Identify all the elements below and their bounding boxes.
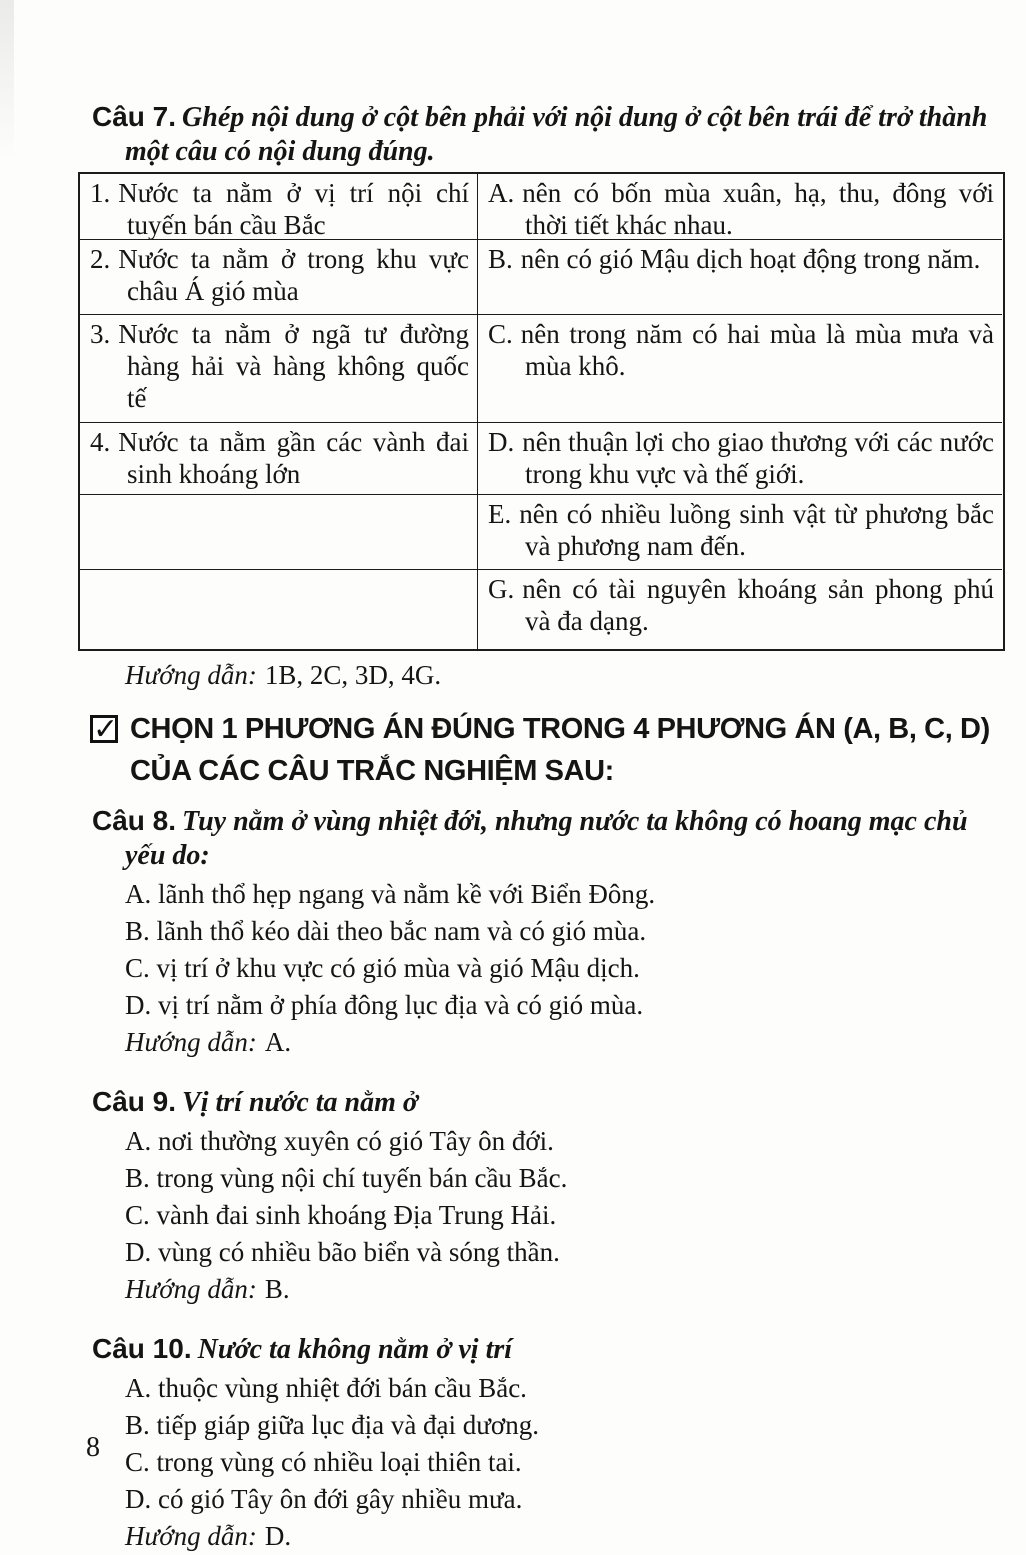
table-cell-left-empty-1 [80,494,478,569]
item-letter: B. [488,244,513,274]
guide-value: B. [264,1274,290,1304]
table-cell-right-g [478,569,1002,649]
section-heading-text: CHỌN 1 PHƯƠNG ÁN ĐÚNG TRONG 4 PHƯƠNG ÁN (A, B, C, D) CỦA CÁC CÂU TRẮC NGHIỆM SAU: [130,713,990,787]
item-letter: G. [488,574,515,604]
item-number: 2. [90,244,111,274]
check-mark-glyph: ✓ [93,712,118,747]
option-a: A. lãnh thổ hẹp ngang và nằm kề với Biển Đông. [125,879,656,909]
option-c: C. vị trí ở khu vực có gió mùa và gió Mậu dịch. [125,953,640,983]
table-cell-right-a [478,174,1002,239]
question-8-block [0,804,1026,1061]
item-text: Nước ta nằm ở trong khu vực châu Á gió mùa [118,244,469,306]
question-8-text: Tuy nằm ở vùng nhiệt đới, nhưng nước ta không có hoang mạc chủ yếu do: [125,806,968,871]
guide-label: Hướng dẫn: [125,1274,257,1304]
question-8-label: Câu 8. [92,805,177,836]
item-text: nên có nhiều luồng sinh vật từ phương bắc và phương nam đến. [519,499,994,561]
item-number: 4. [90,427,111,457]
question-8-title [92,804,1006,873]
item-text: nên có gió Mậu dịch hoạt động trong năm. [520,244,981,274]
option-b: B. lãnh thổ kéo dài theo bắc nam và có gió mùa. [125,916,647,946]
item-number: 1. [90,178,111,208]
table-cell-right-d [478,422,1002,494]
item-number [90,499,98,529]
option-c: C. vành đai sinh khoáng Địa Trung Hải. [125,1200,557,1230]
item-text: nên có bốn mùa xuân, hạ, thu, đông với thời tiết khác nhau. [522,178,994,239]
guide-label: Hướng dẫn: [125,1521,257,1551]
question-10-text: Nước ta không nằm ở vị trí [197,1334,513,1365]
option-b: B. tiếp giáp giữa lục địa và đại dương. [125,1410,539,1440]
question-10-answer-guide [125,1518,1026,1555]
guide-value: D. [264,1521,292,1551]
question-9-block [0,1085,1026,1308]
table-cell-left-3 [80,314,478,422]
table-cell-left-2 [80,239,478,314]
option-a: A. thuộc vùng nhiệt đới bán cầu Bắc. [125,1373,527,1403]
option-d: D. vùng có nhiều bão biển và sóng thần. [125,1237,560,1267]
item-text: Nước ta nằm gần các vành đai sinh khoáng lớn [118,427,469,489]
item-text: Nước ta nằm ở ngã tư đường hàng hải và hàng không quốc tế [118,319,469,413]
question-7-label: Câu 7. [92,101,177,132]
matching-table [78,172,1005,651]
table-cell-left-4 [80,422,478,494]
option-b: B. trong vùng nội chí tuyến bán cầu Bắc. [125,1163,568,1193]
checked-checkbox-icon [90,712,118,747]
option-d: D. vị trí nằm ở phía đông lục địa và có gió mùa. [125,990,644,1020]
question-7-title [92,100,1006,169]
page-number: 8 [86,1432,100,1463]
option-c: C. trong vùng có nhiều loại thiên tai. [125,1447,522,1477]
table-cell-right-b [478,239,1002,314]
guide-label: Hướng dẫn: [125,660,257,690]
item-text: nên thuận lợi cho giao thương với các nước trong khu vực và thế giới. [522,427,994,489]
question-10-label: Câu 10. [92,1333,192,1364]
table-cell-left-1 [80,174,478,239]
table-cell-right-e [478,494,1002,569]
item-number: 3. [90,319,111,349]
guide-value: A. [264,1027,292,1057]
item-letter: C. [488,319,513,349]
question-10-title [92,1332,1006,1367]
option-d: D. có gió Tây ôn đới gây nhiều mưa. [125,1484,523,1514]
question-10-block [0,1332,1026,1555]
table-cell-right-c [478,314,1002,422]
question-9-text: Vị trí nước ta nằm ở [182,1087,418,1118]
item-text: nên có tài nguyên khoáng sản phong phú và đa dạng. [522,574,994,636]
item-letter: A. [488,178,515,208]
question-9-title [92,1085,1006,1120]
item-text: Nước ta nằm ở vị trí nội chí tuyến bán cầu Bắc [118,178,469,239]
question-9-answer-guide [125,1271,1026,1308]
item-text: nên trong năm có hai mùa là mùa mưa và mùa khô. [520,319,994,381]
guide-value: 1B, 2C, 3D, 4G. [264,660,442,690]
question-7-text: Ghép nội dung ở cột bên phải với nội dung ở cột bên trái để trở thành một câu có nội dung đúng. [125,102,988,167]
item-letter: D. [488,427,515,457]
table-cell-left-empty-2 [80,569,478,649]
item-number [90,574,98,604]
section-heading [90,708,1026,792]
question-8-answer-guide [125,1024,1026,1061]
question-9-label: Câu 9. [92,1086,177,1117]
option-a: A. nơi thường xuyên có gió Tây ôn đới. [125,1126,554,1156]
item-letter: E. [488,499,512,529]
guide-label: Hướng dẫn: [125,1027,257,1057]
question-7-answer-guide [125,657,1026,694]
